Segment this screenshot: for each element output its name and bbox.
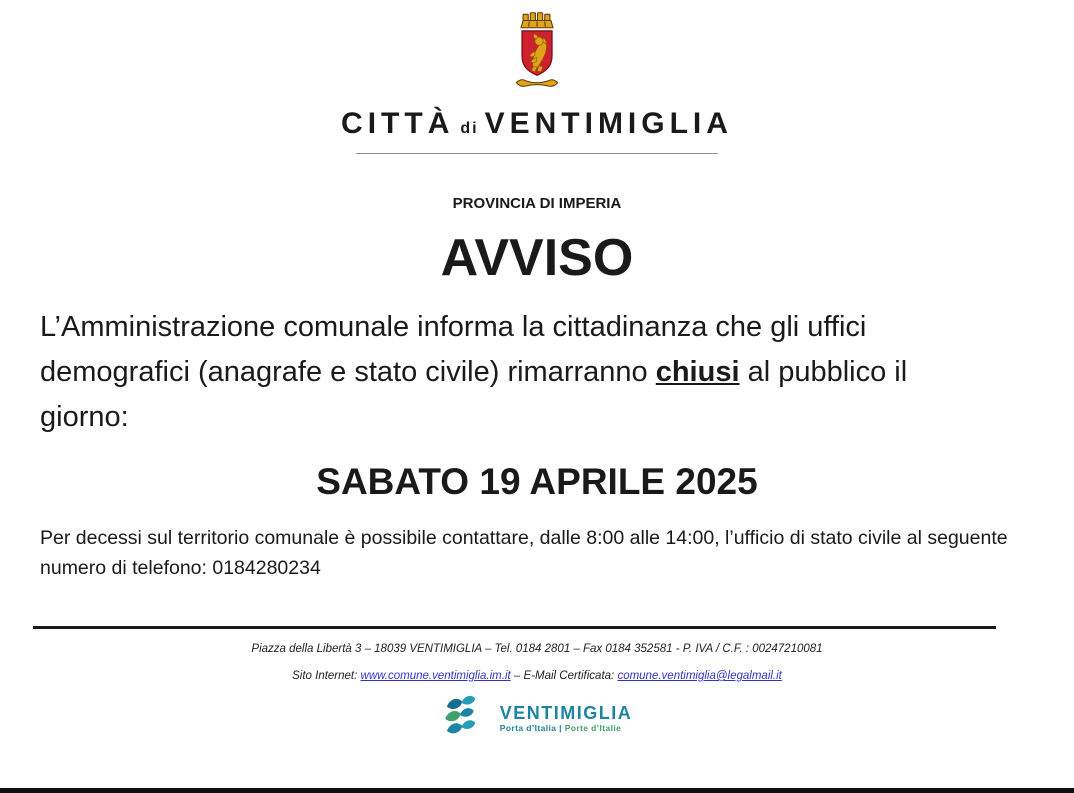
- notice-title: AVVISO: [440, 229, 634, 287]
- closure-date: SABATO 19 APRILE 2025: [316, 461, 758, 502]
- ventimiglia-coat-of-arms-icon: [506, 7, 568, 95]
- website-link[interactable]: www.comune.ventimiglia.im.it: [360, 670, 511, 682]
- city-title-pre: CITTÀ: [341, 107, 455, 140]
- body-line-3: giorno:: [40, 401, 129, 433]
- tagline-separator: |: [556, 722, 565, 733]
- certified-email-link[interactable]: comune.ventimiglia@legalmail.it: [617, 670, 782, 682]
- bottom-border-bar: [0, 788, 1074, 793]
- logo-tagline: [500, 723, 633, 733]
- logo-wordmark: VENTIMIGLIA: [499, 702, 633, 723]
- city-title-di: di: [460, 120, 479, 137]
- footer-divider: [33, 626, 996, 629]
- waves-logo-icon: [442, 692, 494, 744]
- footer-address: Piazza della Libertà 3 – 18039 VENTIMIGLIA – Tel. 0184 2801 – Fax 0184 352581 - P. IVA / C.F. : 00247210081: [251, 643, 823, 655]
- crest-container: [0, 0, 1074, 95]
- email-label: – E-Mail Certificata:: [510, 670, 618, 682]
- city-title-post: VENTIMIGLIA: [484, 107, 733, 140]
- logo-text-block: [500, 704, 633, 733]
- body-line-2-pre: demografici (anagrafe e stato civile) rimarranno: [40, 356, 656, 388]
- body-line-2-post: al pubblico il: [739, 356, 908, 388]
- notice-body: [40, 305, 1034, 440]
- city-brand-logo: [0, 692, 1074, 744]
- tagline-italian: Porta d’Italia: [499, 722, 557, 733]
- footer-links: [0, 670, 1074, 682]
- title-underline: __________________________________________________: [356, 140, 718, 155]
- tagline-french: Porte d’Italie: [564, 722, 622, 733]
- contact-info-line-2: numero di telefono: 0184280234: [40, 557, 321, 579]
- city-title: [0, 107, 1074, 141]
- contact-info-line-1: Per decessi sul territorio comunale è possibile contattare, dalle 8:00 alle 14:00, l’ufficio di stato civile al seguente: [40, 527, 1008, 549]
- body-line-1: L’Amministrazione comunale informa la cittadinanza che gli uffici: [40, 311, 867, 343]
- province-subtitle: PROVINCIA DI IMPERIA: [452, 195, 622, 212]
- body-chiusi-emphasis: chiusi: [655, 356, 740, 388]
- contact-info: [40, 523, 1034, 583]
- site-label: Sito Internet:: [292, 670, 361, 682]
